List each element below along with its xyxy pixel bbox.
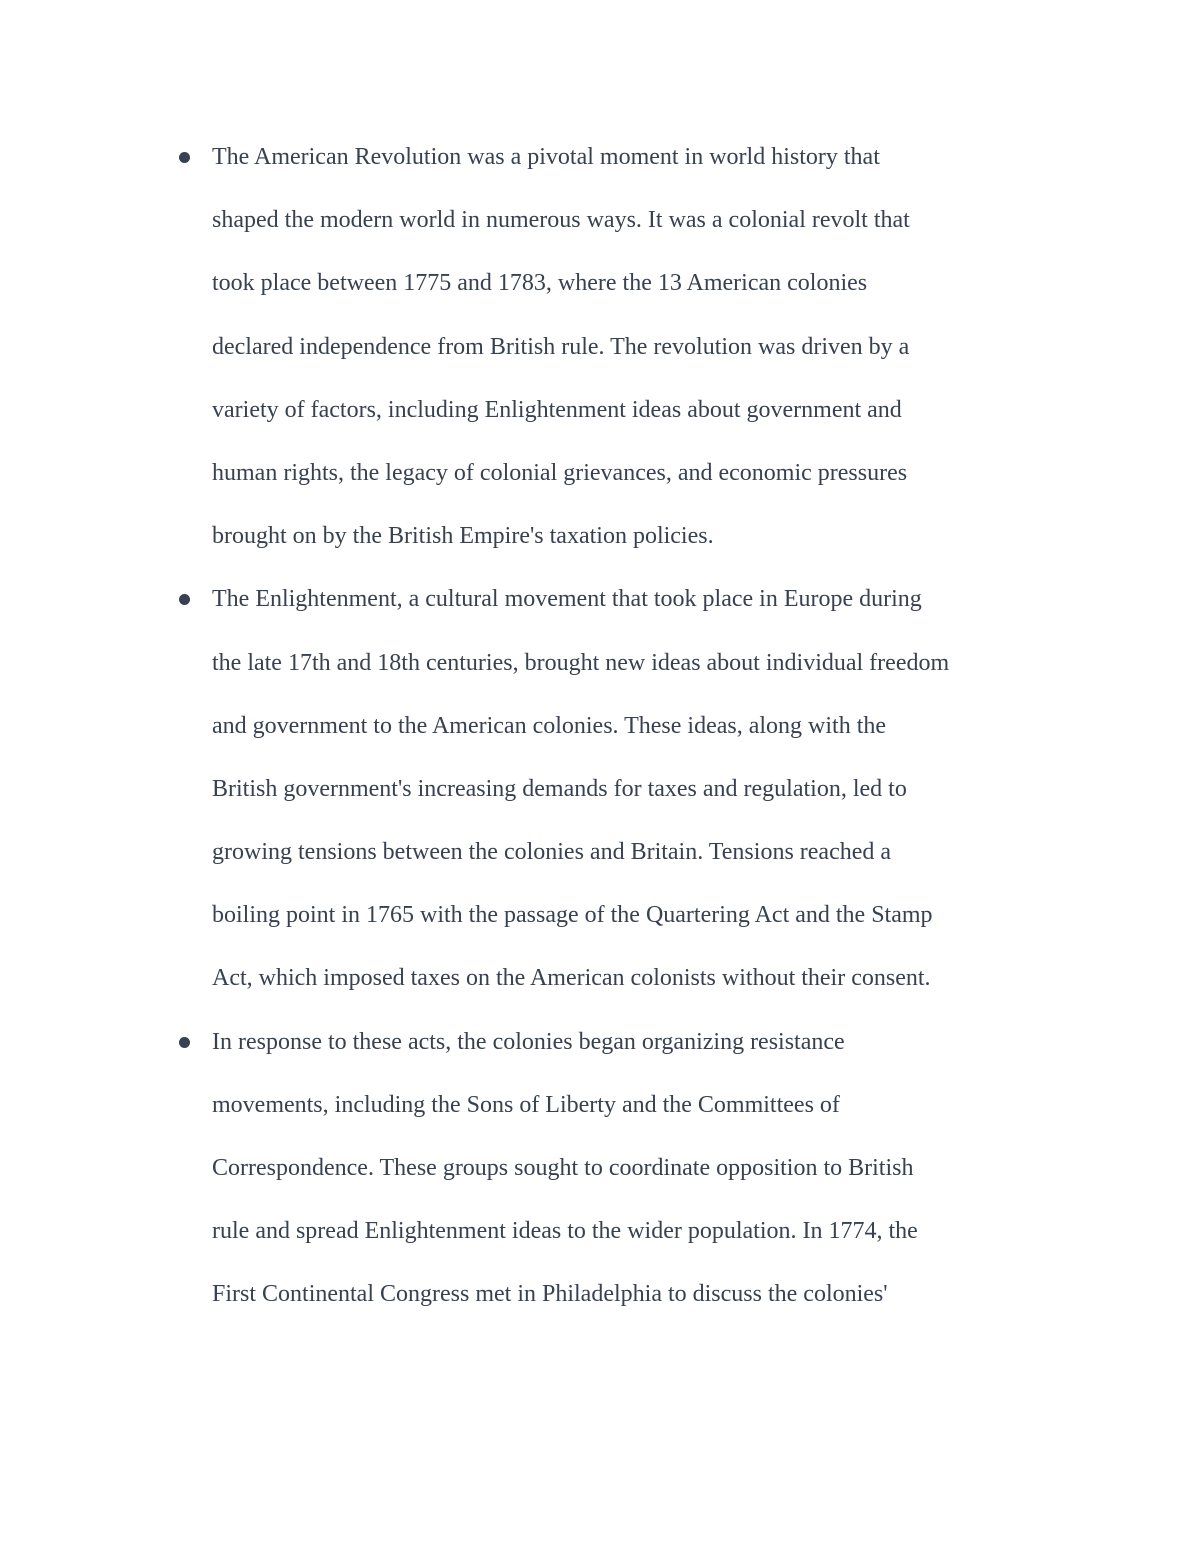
text-line: boiling point in 1765 with the passage of the Quartering Act and the Stamp: [212, 902, 933, 929]
text-line: took place between 1775 and 1783, where the 13 American colonies: [212, 270, 868, 297]
text-line: The American Revolution was a pivotal moment in world history that: [212, 144, 880, 170]
bullet-dot-icon: [179, 1037, 190, 1048]
text-line: human rights, the legacy of colonial grievances, and economic pressures: [212, 459, 908, 486]
text-line: and government to the American colonies. These ideas, along with the: [212, 712, 887, 739]
text-line: In response to these acts, the colonies began organizing resistance: [212, 1028, 845, 1055]
text-line: variety of factors, including Enlightenment ideas about government and: [212, 396, 902, 423]
bullet-dot-icon: [179, 594, 190, 605]
text-line: shaped the modern world in numerous ways. It was a colonial revolt that: [212, 207, 910, 234]
text-line: growing tensions between the colonies and Britain. Tensions reached a: [212, 839, 892, 866]
bullet-item: [212, 1011, 1112, 1327]
text-line: First Continental Congress met in Philadelphia to discuss the colonies': [212, 1281, 888, 1308]
document-body: [212, 126, 1112, 1327]
text-line: movements, including the Sons of Liberty and the Committees of: [212, 1091, 840, 1118]
bullet-item: [212, 126, 1112, 568]
text-line: British government's increasing demands for taxes and regulation, led to: [212, 775, 907, 802]
text-line: Act, which imposed taxes on the American colonists without their consent.: [212, 965, 931, 992]
text-line: brought on by the British Empire's taxation policies.: [212, 523, 714, 550]
text-line: The Enlightenment, a cultural movement that took place in Europe during: [212, 586, 922, 613]
bullet-dot-icon: [179, 152, 190, 163]
text-line: Correspondence. These groups sought to coordinate opposition to British: [212, 1155, 914, 1181]
text-line: rule and spread Enlightenment ideas to the wider population. In 1774, the: [212, 1218, 918, 1245]
text-line: declared independence from British rule. The revolution was driven by a: [212, 333, 910, 360]
text-line: the late 17th and 18th centuries, brought new ideas about individual freedom: [212, 649, 950, 676]
bullet-item: [212, 568, 1112, 1010]
